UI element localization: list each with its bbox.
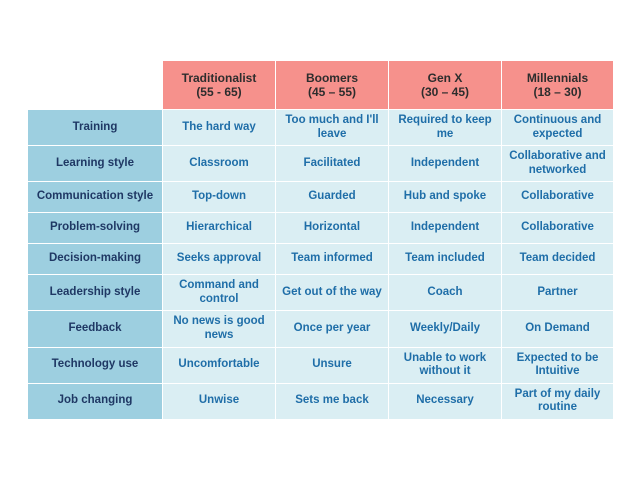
column-header-name: Traditionalist [181, 70, 257, 85]
row-label-learning-style: Learning style [28, 146, 163, 182]
cell-training-millennials: Continuous and expected [502, 110, 614, 146]
row-label-decision-making: Decision-making [28, 244, 163, 275]
cell-decision-millennials: Team decided [502, 244, 614, 275]
cell-training-traditionalist: The hard way [163, 110, 276, 146]
cell-communication-millennials: Collaborative [502, 182, 614, 213]
cell-technology-genx: Unable to work without it [389, 347, 502, 383]
column-header-name: Millennials [526, 70, 589, 85]
cell-problem-genx: Independent [389, 213, 502, 244]
cell-feedback-genx: Weekly/Daily [389, 311, 502, 347]
cell-learning-millennials: Collaborative and networked [502, 146, 614, 182]
column-header-range: (18 – 30) [533, 85, 582, 99]
column-header-boomers [276, 61, 389, 110]
cell-decision-boomers: Team informed [276, 244, 389, 275]
table-row [28, 311, 614, 347]
cell-communication-boomers: Guarded [276, 182, 389, 213]
row-label-job-changing: Job changing [28, 383, 163, 419]
row-label-leadership-style: Leadership style [28, 275, 163, 311]
row-label-problem-solving: Problem-solving [28, 213, 163, 244]
cell-decision-genx: Team included [389, 244, 502, 275]
cell-learning-traditionalist: Classroom [163, 146, 276, 182]
table [27, 60, 614, 420]
row-label-training: Training [28, 110, 163, 146]
cell-learning-boomers: Facilitated [276, 146, 389, 182]
table-corner-cell [28, 61, 163, 110]
cell-communication-genx: Hub and spoke [389, 182, 502, 213]
table-row [28, 244, 614, 275]
row-label-feedback: Feedback [28, 311, 163, 347]
generations-comparison-table [27, 60, 613, 420]
column-header-range: (45 – 55) [307, 85, 357, 99]
table-row [28, 213, 614, 244]
table-row [28, 146, 614, 182]
row-label-technology-use: Technology use [28, 347, 163, 383]
cell-communication-traditionalist: Top-down [163, 182, 276, 213]
cell-technology-boomers: Unsure [276, 347, 389, 383]
cell-leadership-millennials: Partner [502, 275, 614, 311]
cell-training-boomers: Too much and I'll leave [276, 110, 389, 146]
cell-leadership-boomers: Get out of the way [276, 275, 389, 311]
table-row [28, 275, 614, 311]
cell-leadership-genx: Coach [389, 275, 502, 311]
cell-training-genx: Required to keep me [389, 110, 502, 146]
column-header-range: (55 - 65) [196, 85, 242, 99]
column-header-name: Gen X [427, 70, 463, 85]
cell-job-genx: Necessary [389, 383, 502, 419]
column-header-gen-x [389, 61, 502, 110]
column-header-name: Boomers [305, 70, 358, 85]
cell-feedback-boomers: Once per year [276, 311, 389, 347]
cell-feedback-traditionalist: No news is good news [163, 311, 276, 347]
cell-problem-boomers: Horizontal [276, 213, 389, 244]
cell-technology-millennials: Expected to be Intuitive [502, 347, 614, 383]
table-row [28, 110, 614, 146]
cell-decision-traditionalist: Seeks approval [163, 244, 276, 275]
column-header-range: (30 – 45) [420, 85, 470, 99]
cell-problem-traditionalist: Hierarchical [163, 213, 276, 244]
cell-job-boomers: Sets me back [276, 383, 389, 419]
table-row [28, 383, 614, 419]
cell-learning-genx: Independent [389, 146, 502, 182]
column-header-millennials [502, 61, 614, 110]
column-header-traditionalist [163, 61, 276, 110]
cell-problem-millennials: Collaborative [502, 213, 614, 244]
cell-job-traditionalist: Unwise [163, 383, 276, 419]
cell-technology-traditionalist: Uncomfortable [163, 347, 276, 383]
table-row [28, 182, 614, 213]
row-label-communication-style: Communication style [28, 182, 163, 213]
table-header-row [28, 61, 614, 110]
cell-feedback-millennials: On Demand [502, 311, 614, 347]
cell-leadership-traditionalist: Command and control [163, 275, 276, 311]
cell-job-millennials: Part of my daily routine [502, 383, 614, 419]
table-row [28, 347, 614, 383]
